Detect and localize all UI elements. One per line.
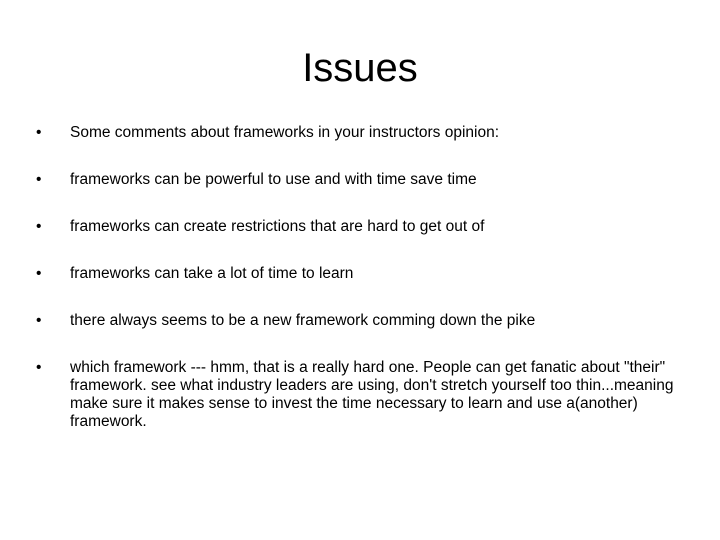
bullet-item	[36, 265, 686, 283]
bullet-icon: •	[36, 265, 42, 282]
bullet-icon: •	[36, 171, 42, 188]
bullet-item	[36, 218, 686, 236]
bullet-text: which framework --- hmm, that is a really hard one. People can get fanatic about "their" framework. see what industry leaders are using, don't stretch yourself too thin...meaning make sure it makes sense to invest the time necessary to learn and use a(another) framework.	[70, 359, 674, 430]
bullet-icon: •	[36, 359, 42, 376]
bullet-item	[36, 312, 686, 330]
bullet-item	[36, 171, 686, 189]
bullet-text: Some comments about frameworks in your instructors opinion:	[70, 124, 500, 141]
bullet-item	[36, 124, 686, 142]
bullet-icon: •	[36, 218, 42, 235]
slide-title: Issues	[302, 46, 418, 90]
bullet-text: frameworks can take a lot of time to learn	[70, 265, 354, 282]
bullet-text: there always seems to be a new framework comming down the pike	[70, 312, 536, 329]
bullet-item	[36, 359, 686, 431]
bullet-text: frameworks can be powerful to use and with time save time	[70, 171, 477, 188]
bullet-icon: •	[36, 312, 42, 329]
bullet-text: frameworks can create restrictions that are hard to get out of	[70, 218, 485, 235]
bullet-list	[36, 124, 686, 431]
bullet-icon: •	[36, 124, 42, 141]
